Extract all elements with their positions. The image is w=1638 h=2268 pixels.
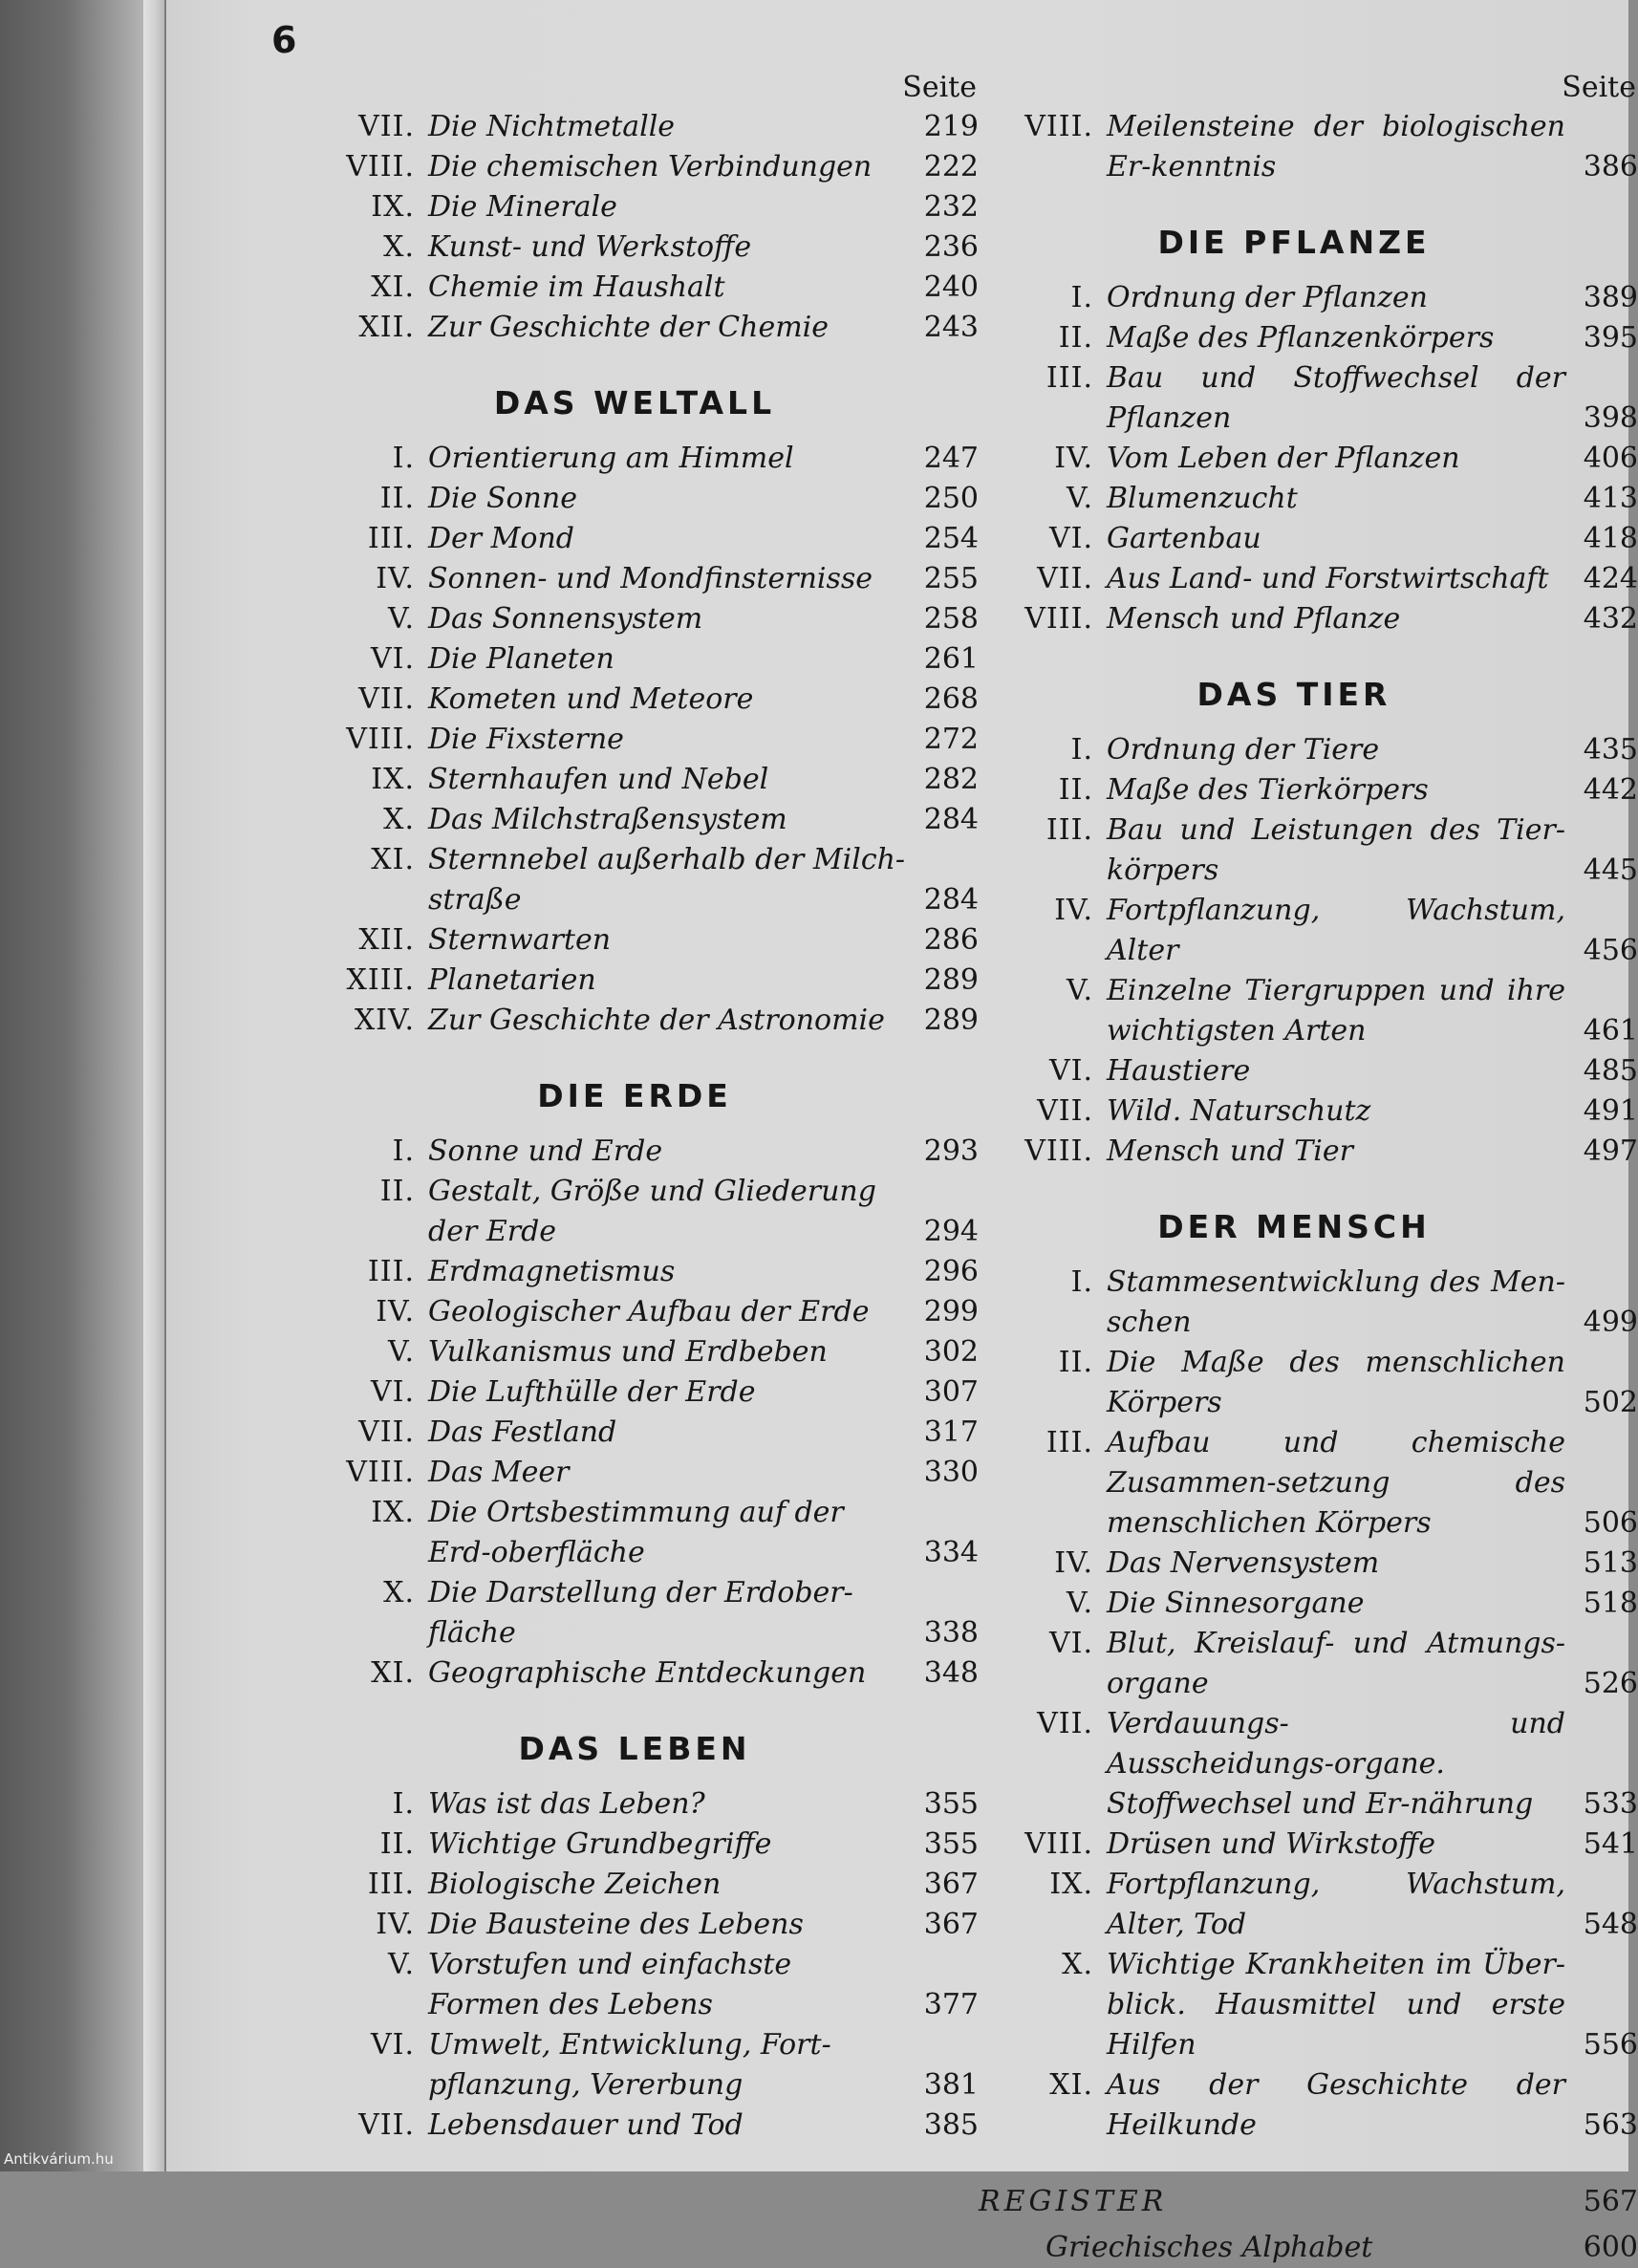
toc-entry — [271, 2025, 979, 2106]
entry-number: VIII. — [1024, 110, 1093, 143]
entry-title: Blut, Kreislauf- und Atmungs-organe — [1107, 1627, 1565, 1700]
entry-number: VIII. — [346, 1456, 415, 1489]
entry-number: II. — [1058, 321, 1093, 355]
entry-number: XI. — [371, 270, 415, 304]
toc-entry — [271, 1905, 979, 1945]
toc-entry — [271, 439, 979, 479]
entry-title: Meilensteine der biologischen Er-kenntnis — [1107, 110, 1565, 184]
entry-number: XI. — [1049, 2068, 1093, 2102]
entry-number: III. — [1045, 813, 1093, 847]
entry-title: Blumenzucht — [1107, 482, 1298, 515]
entry-number: II. — [1058, 1346, 1093, 1379]
entry-title: Fortpflanzung, Wachstum, Alter, Tod — [1107, 1868, 1565, 1941]
entry-number: VI. — [370, 642, 415, 676]
entry-page: 445 — [1583, 853, 1638, 887]
entry-page: 243 — [923, 311, 979, 344]
entry-title: Kunst- und Werkstoffe — [428, 230, 752, 264]
section-heading: DIE ERDE — [537, 1077, 732, 1114]
entry-title: Geographische Entdeckungen — [428, 1656, 867, 1690]
entry-page: 348 — [923, 1656, 979, 1690]
entry-title: Vulkanismus und Erdbeben — [428, 1335, 828, 1369]
toc-entry — [271, 107, 979, 147]
toc-entry — [950, 107, 1638, 187]
entry-title: Aus der Geschichte der Heilkunde — [1107, 2068, 1565, 2142]
toc-entry — [950, 770, 1638, 810]
toc-entry — [271, 2106, 979, 2146]
toc-entry — [271, 920, 979, 961]
entry-number: II. — [379, 482, 415, 515]
entry-number: VII. — [1037, 1094, 1093, 1128]
toc-entry — [271, 479, 979, 519]
toc-entry — [950, 1051, 1638, 1091]
continued-entries — [950, 107, 1638, 187]
entry-page: 548 — [1583, 1908, 1638, 1941]
toc-entry — [271, 1493, 979, 1573]
entry-page: 232 — [923, 190, 979, 224]
entry-page: 499 — [1583, 1306, 1638, 1339]
toc-entry — [950, 1091, 1638, 1132]
entry-number: IV. — [1054, 894, 1093, 927]
entry-number: X. — [383, 230, 415, 264]
entry-number: V. — [388, 1948, 415, 1981]
entry-title: Das Meer — [428, 1456, 570, 1489]
toc-entry — [950, 1704, 1638, 1825]
entry-number: VII. — [1037, 1707, 1093, 1740]
book-page — [166, 0, 1638, 2264]
entry-number: VIII. — [1024, 602, 1093, 636]
entry-page: 567 — [1583, 2185, 1638, 2218]
entry-title: Mensch und Pflanze — [1107, 602, 1401, 636]
entry-number: V. — [1067, 1587, 1093, 1620]
book-spine — [0, 0, 143, 2171]
entry-title: Gestalt, Größe und Gliederung der Erde — [428, 1175, 876, 1248]
entry-page: 250 — [923, 482, 979, 515]
toc-entry — [950, 1584, 1638, 1624]
entry-number: II. — [379, 1175, 415, 1208]
entry-title: Vom Leben der Pflanzen — [1107, 442, 1460, 475]
watermark: Antikvárium.hu — [4, 2150, 114, 2168]
entry-title: Das Nervensystem — [1107, 1546, 1380, 1580]
entry-title: Bau und Leistungen des Tier-körpers — [1107, 813, 1565, 887]
entry-number: IX. — [1049, 1868, 1093, 1901]
entry-title: Das Sonnensystem — [428, 602, 703, 636]
toc-entry — [950, 318, 1638, 358]
entry-number: I. — [392, 1134, 415, 1168]
entry-title: Das Festland — [428, 1415, 617, 1449]
entry-title: Die Sonne — [428, 482, 577, 515]
toc-entry — [950, 1865, 1638, 1945]
entry-number: II. — [379, 1827, 415, 1861]
entry-number: IX. — [371, 763, 415, 796]
entry-page: 533 — [1583, 1787, 1638, 1821]
entry-title: Haustiere — [1107, 1054, 1251, 1088]
entry-title: Planetarien — [428, 963, 596, 997]
entry-title: Das Milchstraßensystem — [428, 803, 787, 836]
entry-page: 526 — [1583, 1667, 1638, 1700]
entry-page: 424 — [1583, 562, 1638, 595]
entry-title: Stammesentwicklung des Men-schen — [1107, 1265, 1565, 1339]
entry-title: Wichtige Grundbegriffe — [428, 1827, 772, 1861]
entry-number: III. — [1045, 1426, 1093, 1459]
toc-entry — [271, 1945, 979, 2025]
toc-entry — [271, 720, 979, 760]
toc-entry — [950, 599, 1638, 639]
entry-number: IX. — [371, 1496, 415, 1529]
entry-page: 506 — [1583, 1506, 1638, 1540]
entry-page: 491 — [1583, 1094, 1638, 1128]
toc-entry — [950, 2065, 1638, 2146]
entry-page: 294 — [923, 1215, 979, 1248]
page-edge — [143, 0, 166, 2171]
entry-page: 381 — [923, 2068, 979, 2102]
entry-page: 413 — [1583, 482, 1638, 515]
entry-page: 541 — [1583, 1827, 1638, 1861]
toc-entry — [950, 1825, 1638, 1865]
entry-title: Zur Geschichte der Chemie — [428, 311, 830, 344]
entry-title: Chemie im Haushalt — [428, 270, 725, 304]
toc-entry — [271, 800, 979, 840]
toc-entry — [271, 559, 979, 599]
entry-title: Der Mond — [428, 522, 574, 555]
entry-title: Erdmagnetismus — [428, 1255, 676, 1288]
toc-entry — [271, 961, 979, 1001]
entry-number: XI. — [371, 1656, 415, 1690]
entry-page: 435 — [1583, 733, 1638, 767]
entry-number: X. — [383, 1576, 415, 1609]
section-heading: DAS TIER — [1196, 676, 1391, 713]
entry-number: I. — [1070, 281, 1093, 314]
toc-sections — [950, 224, 1638, 2146]
entry-number: VI. — [1048, 1627, 1093, 1660]
toc-entry — [271, 1132, 979, 1172]
entry-page: 442 — [1583, 773, 1638, 807]
entry-number: XII. — [358, 923, 415, 957]
toc-entry — [950, 1343, 1638, 1423]
entry-page: 289 — [923, 963, 979, 997]
entry-number: VIII. — [1024, 1827, 1093, 1861]
entry-number: XI. — [371, 843, 415, 876]
entry-number: IV. — [376, 1908, 415, 1941]
entry-number: VII. — [358, 682, 415, 716]
entry-title: Ordnung der Pflanzen — [1107, 281, 1428, 314]
entry-number: III. — [1045, 361, 1093, 395]
entry-page: 355 — [923, 1787, 979, 1821]
entry-number: IV. — [376, 562, 415, 595]
toc-entry — [271, 1784, 979, 1825]
entry-title: Wichtige Krankheiten im Über-blick. Hausmittel und erste Hilfen — [1107, 1948, 1565, 2062]
toc-entry — [271, 1573, 979, 1653]
entry-title: Sternnebel außerhalb der Milch-straße — [428, 843, 906, 917]
toc-entry — [271, 227, 979, 268]
entry-number: IV. — [1054, 442, 1093, 475]
entry-title: Sonnen- und Mondfinsternisse — [428, 562, 873, 595]
entry-number: XII. — [358, 311, 415, 344]
entry-number: III. — [367, 522, 415, 555]
entry-page: 261 — [923, 642, 979, 676]
entry-title: Bau und Stoffwechsel der Pflanzen — [1107, 361, 1565, 435]
toc-entry — [950, 891, 1638, 971]
entry-page: 518 — [1583, 1587, 1638, 1620]
entry-number: VII. — [358, 2108, 415, 2142]
entry-number: X. — [1062, 1948, 1093, 1981]
entry-title: Sternhaufen und Nebel — [428, 763, 769, 796]
entry-page: 367 — [923, 1908, 979, 1941]
toc-entry — [271, 1825, 979, 1865]
seite-label: Seite — [902, 71, 977, 104]
entry-page: 299 — [923, 1295, 979, 1328]
entry-page: 284 — [923, 883, 979, 917]
entry-number: IV. — [376, 1295, 415, 1328]
entry-number: V. — [1067, 974, 1093, 1007]
entry-title: Die Darstellung der Erdober-fläche — [428, 1576, 853, 1650]
entry-page: 334 — [923, 1536, 979, 1569]
entry-title: Verdauungs- und Ausscheidungs-organe. Stoffwechsel und Er-nährung — [1107, 1707, 1565, 1821]
entry-number: VI. — [370, 1375, 415, 1409]
entry-page: 284 — [923, 803, 979, 836]
entry-title: Wild. Naturschutz — [1107, 1094, 1371, 1128]
entry-title: Was ist das Leben? — [428, 1787, 705, 1821]
entry-number: VII. — [358, 110, 415, 143]
entry-title: Aus Land- und Forstwirtschaft — [1107, 562, 1549, 595]
entry-title: Geologischer Aufbau der Erde — [428, 1295, 870, 1328]
entry-title: Sternwarten — [428, 923, 612, 957]
entry-page: 282 — [923, 763, 979, 796]
entry-title: Umwelt, Entwicklung, Fort-pflanzung, Vererbung — [428, 2028, 831, 2102]
toc-entry — [271, 760, 979, 800]
entry-page: 367 — [923, 1868, 979, 1901]
entry-number: V. — [388, 1335, 415, 1369]
toc-entry — [271, 639, 979, 680]
entry-title: Aufbau und chemische Zusammen-setzung des menschlichen Körpers — [1107, 1426, 1565, 1540]
entry-title: Sonne und Erde — [428, 1134, 663, 1168]
entry-title: Die Minerale — [428, 190, 617, 224]
entry-page: 258 — [923, 602, 979, 636]
entry-page: 456 — [1583, 934, 1638, 967]
entry-title: Zur Geschichte der Astronomie — [428, 1004, 885, 1037]
toc-entry — [271, 1332, 979, 1372]
entry-title: Maße des Pflanzenkörpers — [1107, 321, 1495, 355]
entry-number: VIII. — [346, 723, 415, 756]
toc-entry — [271, 1292, 979, 1332]
entry-page: 247 — [923, 442, 979, 475]
entry-page: 485 — [1583, 1054, 1638, 1088]
entry-page: 406 — [1583, 442, 1638, 475]
entry-title: Die Maße des menschlichen Körpers — [1107, 1346, 1565, 1419]
toc-entry — [950, 1263, 1638, 1343]
entry-title: Die Ortsbestimmung auf der Erd-oberfläche — [428, 1496, 844, 1569]
toc-entry — [271, 308, 979, 348]
toc-entry — [271, 147, 979, 187]
toc-entry — [950, 479, 1638, 519]
entry-page: 296 — [923, 1255, 979, 1288]
toc-sections — [271, 384, 979, 2146]
toc-right-column — [950, 69, 1638, 2268]
seite-label: Seite — [1562, 71, 1636, 104]
entry-page: 307 — [923, 1375, 979, 1409]
entry-title: Einzelne Tiergruppen und ihre wichtigsten Arten — [1107, 974, 1565, 1048]
entry-number: VII. — [358, 1415, 415, 1449]
entry-number: VII. — [1037, 562, 1093, 595]
entry-title: Maße des Tierkörpers — [1107, 773, 1429, 807]
entry-title: Ordnung der Tiere — [1107, 733, 1380, 767]
entry-number: VIII. — [346, 150, 415, 184]
entry-number: VI. — [370, 2028, 415, 2062]
register-label: REGISTER — [979, 2185, 1168, 2218]
entry-page: 556 — [1583, 2028, 1638, 2062]
entry-page: 293 — [923, 1134, 979, 1168]
alphabet-entry — [950, 2228, 1638, 2268]
entry-number: I. — [1070, 1265, 1093, 1299]
entry-number: III. — [367, 1868, 415, 1901]
entry-page: 240 — [923, 270, 979, 304]
toc-entry — [950, 1423, 1638, 1544]
entry-title: Die Bausteine des Lebens — [428, 1908, 804, 1941]
entry-page: 272 — [923, 723, 979, 756]
entry-page: 600 — [1583, 2231, 1638, 2264]
entry-page: 338 — [923, 1616, 979, 1650]
entry-number: XIII. — [346, 963, 415, 997]
entry-page: 513 — [1583, 1546, 1638, 1580]
entry-page: 355 — [923, 1827, 979, 1861]
entry-page: 386 — [1583, 150, 1638, 184]
entry-page: 395 — [1583, 321, 1638, 355]
toc-entry — [271, 1252, 979, 1292]
entry-title: Fortpflanzung, Wachstum, Alter — [1107, 894, 1565, 967]
entry-title: Lebensdauer und Tod — [428, 2108, 744, 2142]
entry-title: Die Planeten — [428, 642, 614, 676]
toc-entry — [950, 1132, 1638, 1172]
entry-page: 398 — [1583, 401, 1638, 435]
entry-number: I. — [392, 1787, 415, 1821]
entry-title: Die Fixsterne — [428, 723, 624, 756]
entry-page: 502 — [1583, 1386, 1638, 1419]
toc-entry — [271, 187, 979, 227]
entry-title: Die chemischen Verbindungen — [428, 150, 873, 184]
entry-number: XIV. — [354, 1004, 415, 1037]
entry-number: VIII. — [1024, 1134, 1093, 1168]
toc-entry — [950, 519, 1638, 559]
toc-entry — [950, 559, 1638, 599]
entry-title: Vorstufen und einfachste Formen des Lebens — [428, 1948, 792, 2021]
toc-entry — [950, 810, 1638, 891]
entry-number: IX. — [371, 190, 415, 224]
entry-page: 254 — [923, 522, 979, 555]
entry-page: 317 — [923, 1415, 979, 1449]
entry-number: III. — [367, 1255, 415, 1288]
entry-number: VI. — [1048, 522, 1093, 555]
entry-number: V. — [388, 602, 415, 636]
entry-page: 236 — [923, 230, 979, 264]
toc-entry — [271, 1453, 979, 1493]
entry-title: Biologische Zeichen — [428, 1868, 722, 1901]
entry-title: Orientierung am Himmel — [428, 442, 794, 475]
toc-entry — [271, 840, 979, 920]
entry-title: Die Nichtmetalle — [428, 110, 676, 143]
toc-entry — [271, 268, 979, 308]
toc-entry — [271, 1413, 979, 1453]
section-heading: DER MENSCH — [1157, 1208, 1431, 1245]
entry-number: I. — [1070, 733, 1093, 767]
toc-entry — [950, 358, 1638, 439]
entry-page: 286 — [923, 923, 979, 957]
entry-title: Kometen und Meteore — [428, 682, 754, 716]
toc-entry — [271, 519, 979, 559]
entry-number: VI. — [1048, 1054, 1093, 1088]
register-entry — [950, 2182, 1638, 2222]
entry-title: Die Sinnesorgane — [1107, 1587, 1365, 1620]
entry-page: 289 — [923, 1004, 979, 1037]
entry-title: Griechisches Alphabet — [1045, 2231, 1373, 2264]
toc-entry — [271, 680, 979, 720]
entry-page: 497 — [1583, 1134, 1638, 1168]
entry-page: 389 — [1583, 281, 1638, 314]
entry-page: 268 — [923, 682, 979, 716]
entry-number: V. — [1067, 482, 1093, 515]
toc-entry — [950, 278, 1638, 318]
toc-entry — [950, 1624, 1638, 1704]
toc-entry — [271, 1172, 979, 1252]
entry-page: 432 — [1583, 602, 1638, 636]
toc-entry — [271, 599, 979, 639]
toc-entry — [950, 439, 1638, 479]
entry-page: 418 — [1583, 522, 1638, 555]
toc-entry — [271, 1372, 979, 1413]
entry-number: II. — [1058, 773, 1093, 807]
page-number: 6 — [271, 19, 297, 61]
entry-title: Die Lufthülle der Erde — [428, 1375, 756, 1409]
continued-entries — [271, 107, 979, 348]
entry-title: Gartenbau — [1107, 522, 1261, 555]
entry-number: I. — [392, 442, 415, 475]
entry-page: 302 — [923, 1335, 979, 1369]
entry-page: 461 — [1583, 1014, 1638, 1048]
entry-page: 219 — [923, 110, 979, 143]
toc-entry — [271, 1001, 979, 1041]
toc-entry — [950, 971, 1638, 1051]
toc-entry — [950, 730, 1638, 770]
toc-entry — [271, 1865, 979, 1905]
toc-left-column — [271, 69, 979, 2146]
entry-page: 222 — [923, 150, 979, 184]
entry-number: IV. — [1054, 1546, 1093, 1580]
entry-page: 377 — [923, 1988, 979, 2021]
entry-page: 330 — [923, 1456, 979, 1489]
section-heading: DAS WELTALL — [493, 384, 776, 421]
entry-title: Drüsen und Wirkstoffe — [1107, 1827, 1436, 1861]
toc-entry — [950, 1544, 1638, 1584]
entry-title: Mensch und Tier — [1107, 1134, 1353, 1168]
entry-page: 255 — [923, 562, 979, 595]
entry-page: 385 — [923, 2108, 979, 2142]
section-heading: DIE PFLANZE — [1157, 224, 1431, 261]
toc-entry — [950, 1945, 1638, 2065]
entry-number: X. — [383, 803, 415, 836]
entry-page: 563 — [1583, 2108, 1638, 2142]
section-heading: DAS LEBEN — [518, 1730, 751, 1767]
toc-entry — [271, 1653, 979, 1694]
